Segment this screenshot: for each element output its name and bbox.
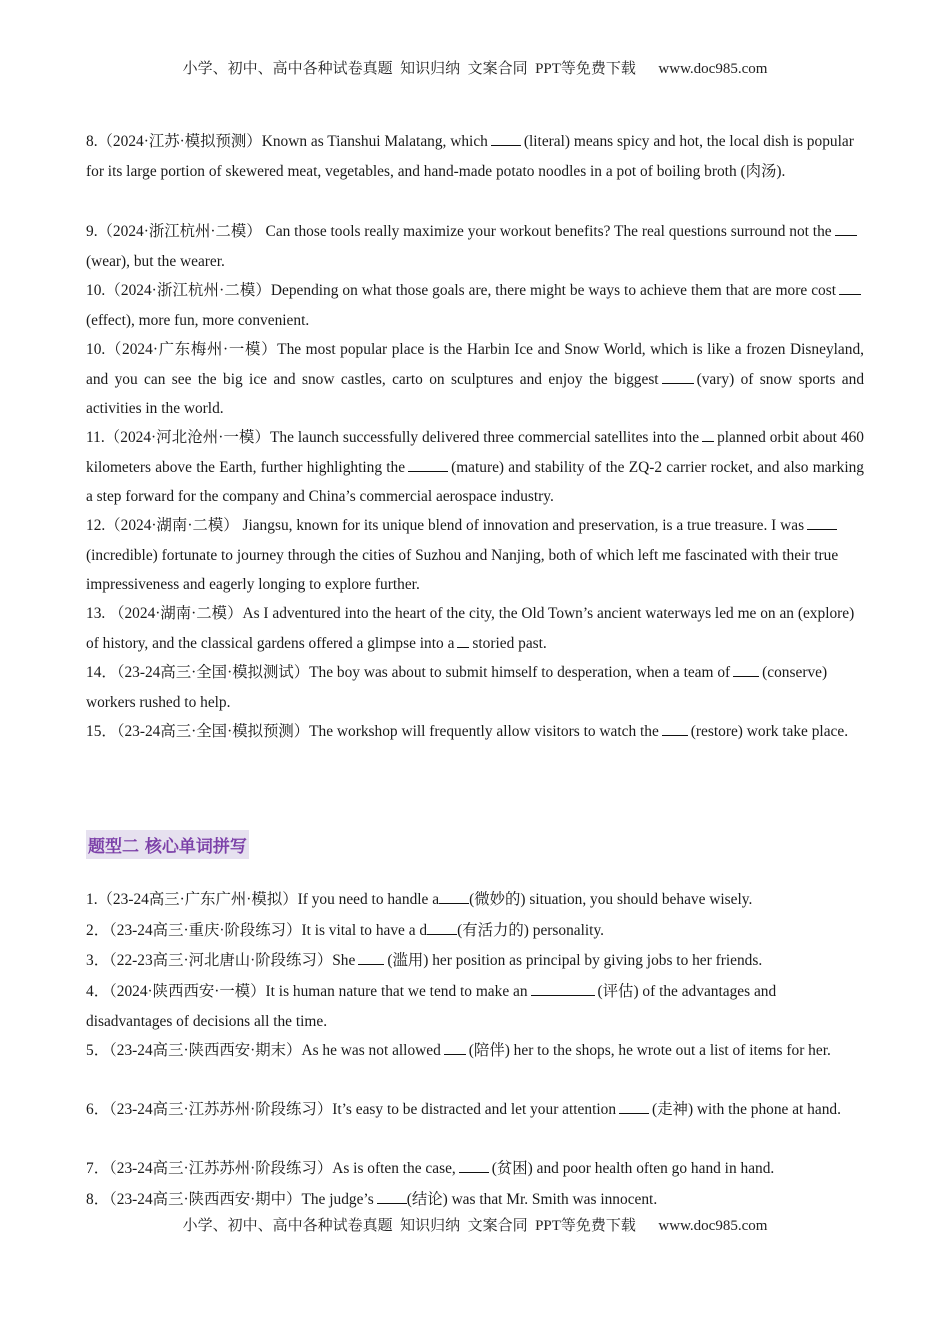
spelling-item-4: 4．（2024·陕西西安·一模）It is human nature that we tend to make an (评估) of the advantages and disadvantages of decisions all the time. — [86, 983, 777, 1030]
answer-blank — [807, 515, 837, 530]
answer-blank — [444, 1040, 466, 1055]
answer-blank — [733, 662, 759, 677]
answer-blank — [377, 1189, 407, 1204]
question-10b: 10.（2024·广东梅州·一模）The most popular place is the Harbin Ice and Snow World, which is like a frozen Disneyland, and you can see the big ice and snow castles, carto on sculptures and enjoy the biggest (vary) of snow sports and activities in the world. — [86, 341, 865, 417]
section-title: 题型二 核心单词拼写 — [86, 830, 249, 859]
answer-blank — [662, 369, 694, 384]
answer-blank — [408, 457, 448, 472]
question-10a: 10.（2024·浙江杭州·二模）Depending on what those goals are, there might be ways to achieve them that are more cost(effect), more fun, more convenient. — [86, 276, 864, 335]
answer-blank — [835, 221, 857, 236]
question-13: 13. （2024·湖南·二模）As I adventured into the heart of the city, the Old Town’s ancient waterways led me on an (explore) of history, and the classical gardens offered a glimpse into a storied past. — [86, 605, 855, 652]
spelling-item-2: 2．（23-24高三·重庆·阶段练习）It is vital to have a d (有活力的) personality. — [86, 922, 605, 939]
spelling-item-7: 7．（23-24高三·江苏苏州·阶段练习）As is often the case, (贫困) and poor health often go hand in hand. — [86, 1160, 775, 1177]
spelling-item-6: 6．（23-24高三·江苏苏州·阶段练习）It’s easy to be distracted and let your attention (走神) with the phone at hand. — [86, 1101, 841, 1118]
spelling-item-5: 5．（23-24高三·陕西西安·期末）As he was not allowed (陪伴) her to the shops, he wrote out a list of items for her. — [86, 1042, 831, 1059]
question-8: 8.（2024·江苏·模拟预测）Known as Tianshui Malatang, which (literal) means spicy and hot, the local dish is popular for its large portion of skewered meat, vegetables, and hand-made potato noodles in a pot of boiling broth (肉汤). — [86, 133, 854, 180]
answer-blank — [358, 950, 384, 965]
question-11: 11.（2024·河北沧州·一模）The launch successfully delivered three commercial satellites into the planned orbit about 460 kilometers above the Earth, further highlighting the (mature) and stability of the ZQ-2 carrier rocket, and also marking a step forward for the company and China’s commercial aerospace industry. — [86, 429, 865, 505]
answer-blank — [619, 1099, 649, 1114]
answer-blank — [439, 889, 469, 904]
question-9: 9.（2024·浙江杭州·二模） Can those tools really maximize your workout benefits? The real questions surround not the(wear), but the wearer. — [86, 217, 864, 276]
answer-blank — [531, 981, 595, 996]
spelling-item-8: 8．（23-24高三·陕西西安·期中）The judge’s (结论) was that Mr. Smith was innocent. — [86, 1191, 658, 1208]
question-12: 12.（2024·湖南·二模） Jiangsu, known for its unique blend of innovation and preservation, is a true treasure. I was(incredible) fortunate to journey through the cities of Suzhou and Nanjing, both of which left me fascinated with their true impressiveness and eagerly longing to explore further. — [86, 517, 839, 593]
answer-blank — [839, 280, 861, 295]
answer-blank — [702, 427, 714, 442]
spelling-item-3: 3．（22-23高三·河北唐山·阶段练习）She (滥用) her position as principal by giving jobs to her friends. — [86, 952, 763, 969]
page-footer: 小学、初中、高中各种试卷真题 知识归纳 文案合同 PPT等免费下载 www.doc985.com — [182, 1218, 768, 1234]
spelling-item-1: 1.（23-24高三·广东广州·模拟）If you need to handle a (微妙的) situation, you should behave wisely. — [86, 891, 753, 908]
answer-blank — [662, 721, 688, 736]
answer-blank — [457, 633, 469, 648]
answer-blank — [491, 131, 521, 146]
page-header: 小学、初中、高中各种试卷真题 知识归纳 文案合同 PPT等免费下载 www.doc985.com — [182, 61, 768, 77]
answer-blank — [427, 920, 457, 935]
answer-blank — [459, 1158, 489, 1173]
question-14: 14．（23-24高三·全国·模拟测试）The boy was about to submit himself to desperation, when a team of (conserve) workers rushed to help. — [86, 664, 828, 711]
question-15: 15．（23-24高三·全国·模拟预测）The workshop will frequently allow visitors to watch the (restore) work take place. — [86, 723, 849, 740]
